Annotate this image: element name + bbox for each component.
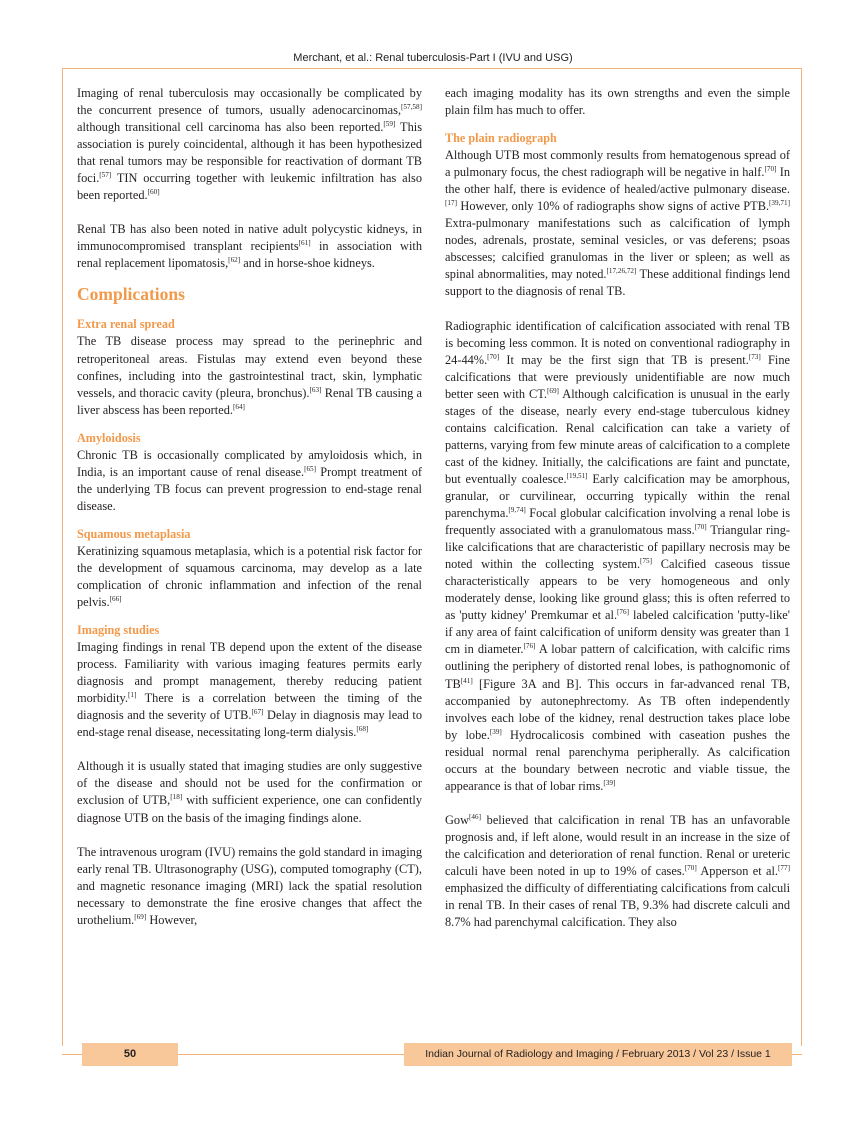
right-column: [445, 85, 790, 931]
paragraph-imaging-studies: Imaging findings in renal TB depend upon the extent of the disease process. Familiarity with various imaging features permits early diagnosis and prompt management, thereby reducing patient morbidity.[1] There is a correlation between the timing of the diagnosis and the severity of UTB.[67] Delay in diagnosis may lead to end-stage renal disease, necessitating long-term dialysis.[68]: [77, 640, 422, 740]
paragraph-imaging-modality: each imaging modality has its own strengths and even the simple plain film has much to offer.: [445, 86, 790, 118]
heading-squamous-metaplasia: Squamous metaplasia: [77, 526, 191, 541]
paragraph-polycystic: Renal TB has also been noted in native adult polycystic kidneys, in immunocompromised transplant recipients[61] in association with renal replacement lipomatosis,[62] and in horse-shoe kidneys.: [77, 222, 423, 271]
paragraph-ivu: The intravenous urogram (IVU) remains the gold standard in imaging early renal TB. Ultrasonography (USG), computed tomography (CT), and magnetic resonance imaging (MRI) lack the spatial resolution necessary to demonstrate the fine erosive changes that affect the urothelium.[69] However,: [77, 844, 422, 927]
journal-citation: Indian Journal of Radiology and Imaging / February 2013 / Vol 23 / Issue 1: [404, 1043, 792, 1066]
paragraph-amyloidosis: Chronic TB is occasionally complicated by amyloidosis which, in India, is an important cause of renal disease.[65] Prompt treatment of the underlying TB focus can prevent progression to end-stage renal disease.: [77, 447, 422, 513]
page-number: 50: [82, 1043, 178, 1066]
heading-amyloidosis: Amyloidosis: [77, 430, 141, 445]
paragraph-tumors: Imaging of renal tuberculosis may occasionally be complicated by the concurrent presence of tumors, usually adenocarcinomas,[57,58] although transitional cell carcinoma has also been reported.[59] This association is purely coincidental, although it has been hypothesized that renal tumors may be responsible for reactivation of dormant TB foci.[57] TIN occurring together with leukemic infiltration has also been reported.[60]: [77, 86, 423, 203]
heading-plain-radiograph: The plain radiograph: [445, 131, 557, 146]
paragraph-gow: Gow[46] believed that calcification in renal TB has an unfavorable prognosis and, if left alone, would result in an increase in the size of the calcification and deterioration of renal function. Renal or ureteric calculi have been noted in up to 19% of cases.[70] Apperson et al.[77] emphasized the difficulty of differentiating calcifications from calculi in renal TB. In their cases of renal TB, 9.3% had discrete calculi and 8.7% had parenchymal calcification. They also: [445, 812, 790, 930]
paragraph-extra-renal-spread: The TB disease process may spread to the perinephric and retroperitoneal areas. Fistulas may extend even beyond these confines, including into the gastrointestinal tract, skin, lymphatic vessels, and thoracic cavity (pleura, bronchus).[63] Renal TB causing a liver abscess has been reported.[64]: [77, 334, 422, 417]
paragraph-squamous-metaplasia: Keratinizing squamous metaplasia, which is a potential risk factor for the development of squamous carcinoma, may develop as a late complication of chronic inflammation and infection of the renal pelvis.[66]: [77, 543, 422, 610]
paragraph-plain-radiograph: Although UTB most commonly results from hematogenous spread of a pulmonary focus, the chest radiograph will be negative in half.[70] In the other half, there is evidence of healed/active pulmonary disease.[17] However, only 10% of radiographs show signs of active PTB.[39,71] Extra-pulmonary manifestations such as calcification of lymph nodes, adrenals, prostate, seminal vesicles, or vas deferens; psoas abscesses; calcified granulomas in the liver or spleen; as well as spinal abnormalities, may noted.[17,26,72] These additional findings lend support to the diagnosis of renal TB.: [445, 148, 791, 299]
paragraph-imaging-suggestive: Although it is usually stated that imaging studies are only suggestive of the disease and should not be used for the confirmation or exclusion of UTB,[18] with sufficient experience, one can confidently diagnose UTB on the basis of the imaging findings alone.: [77, 759, 422, 825]
section-title-complications: Complications: [77, 284, 185, 305]
left-column: [77, 85, 422, 929]
heading-extra-renal-spread: Extra renal spread: [77, 317, 175, 332]
running-header: Merchant, et al.: Renal tuberculosis-Part I (IVU and USG): [293, 52, 573, 64]
footer: [62, 1043, 802, 1067]
paragraph-radiographic-calcification: Radiographic identification of calcification associated with renal TB is becoming less common. It is noted on conventional radiography in 24-44%.[70] It may be the first sign that TB is present.[73] Fine calcifications that were previously unidentifiable are now much better seen with CT.[69] Although calcification is unusual in the early stages of the disease, nearly every end-stage tuberculous kidney contains calcification. Renal calcification can take a variety of patterns, varying from few minute areas of calcification to a complete cast of the kidney. Initially, the calcifications are faint and punctate, but eventually coalesce.[19,51] Early calcification may be amorphous, granular, or curvilinear, occurring typically within the renal parenchyma.[9,74] Focal globular calcification involving a renal lobe is frequently associated with a granulomatous mass.[70] Triangular ring-like calcifications that are characteristic of papillary necrosis may be noted within the collecting system.[75] Calcified caseous tissue characteristically appears to be very homogeneous and only moderately dense, looking like ground glass; this is often referred to as 'putty kidney' Premkumar et al.[76] labeled calcification 'putty-like' if any area of faint calcification of uniform density was greater than 1 cm in diameter.[76] A lobar pattern of calcification, with calcific rims outlining the periphery of distorted renal lobes, is pathognomonic of TB[41] [Figure 3A and B]. This occurs in far-advanced renal TB, accompanied by autonephrectomy. As TB often independently involves each lobe of the kidney, renal destruction takes place lobe by lobe.[39] Hydrocalicosis combined with caseation pushes the residual normal renal parenchyma peripherally. As calcification occurs at the boundary between necrotic and viable tissue, the appearance is that of lobar rims.[39]: [445, 318, 791, 793]
heading-imaging-studies: Imaging studies: [77, 623, 160, 638]
